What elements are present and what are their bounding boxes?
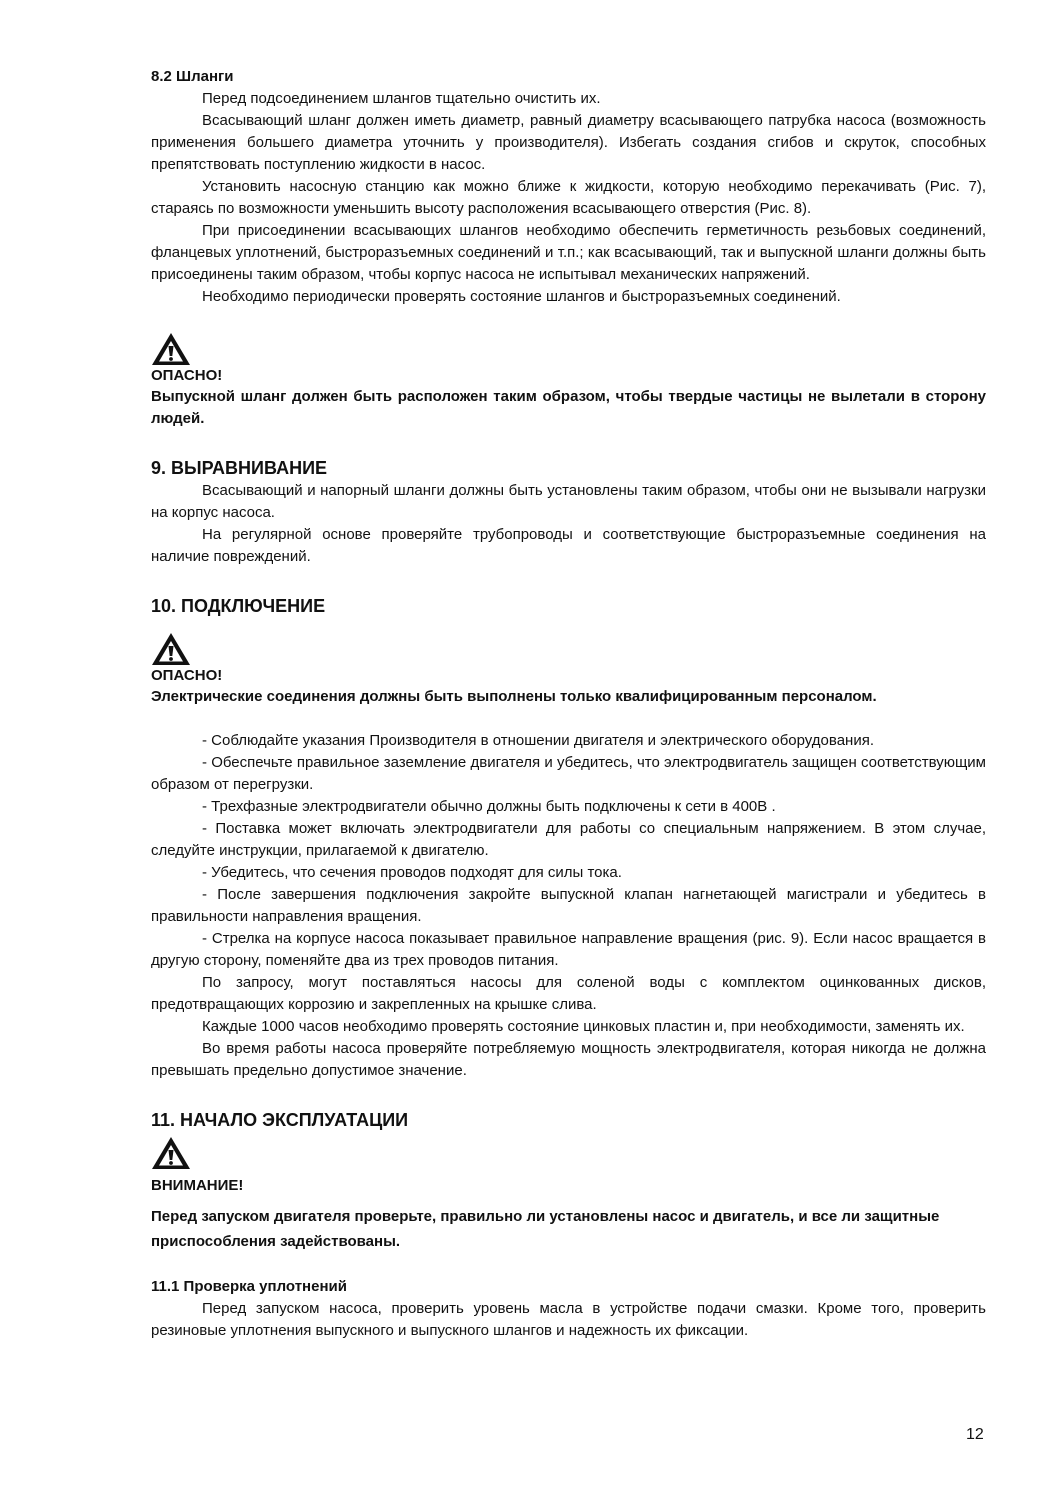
paragraph: Необходимо периодически проверять состояние шлангов и быстроразъемных соединений. [202, 288, 841, 305]
document-page [151, 66, 986, 1342]
list-item: - Поставка может включать электродвигатели для работы со специальным напряжением. В этом случае, следуйте инструкции, прилагаемой к двигателю. [151, 820, 986, 859]
paragraph: По запросу, могут поставляться насосы для соленой воды с комплектом оцинкованных дисков, предотвращающих коррозию и закрепленных на крышке слива. [151, 974, 986, 1013]
list-item: - Обеспечьте правильное заземление двигателя и убедитесь, что электродвигатель защищен соответствующим образом от перегрузки. [151, 754, 986, 793]
page-number: 12 [966, 1426, 984, 1443]
section-8-2-title: 8.2 Шланги [151, 68, 234, 85]
paragraph: На регулярной основе проверяйте трубопроводы и соответствующие быстроразъемные соединения на наличие повреждений. [151, 526, 986, 565]
warning-triangle-icon [151, 1136, 191, 1170]
caution-text: Перед запуском двигателя проверьте, правильно ли установлены насос и двигатель, и все ли защитные приспособления задействованы. [151, 1208, 940, 1250]
danger-label: ОПАСНО! [151, 367, 223, 384]
danger-text: Выпускной шланг должен быть расположен таким образом, чтобы твердые частицы не вылетали в сторону людей. [151, 388, 986, 427]
paragraph: Всасывающий и напорный шланги должны быть установлены таким образом, чтобы они не вызывали нагрузки на корпус насоса. [151, 482, 986, 521]
danger-label: ОПАСНО! [151, 667, 223, 684]
list-item: - Убедитесь, что сечения проводов подходят для силы тока. [202, 864, 622, 881]
paragraph: Установить насосную станцию как можно ближе к жидкости, которую необходимо перекачивать (Рис. 7), стараясь по возможности уменьшить высоту расположения всасывающего отверстия (Рис. 8). [151, 178, 986, 217]
caution-label: ВНИМАНИЕ! [151, 1177, 244, 1194]
paragraph: При присоединении всасывающих шлангов необходимо обеспечить герметичность резьбовых соединений, фланцевых уплотнений, быстроразъемных соединений и т.п.; как всасывающий, так и выпускной шланги должны быть присоединены таким образом, чтобы корпус насоса не испытывал механических напряжений. [151, 222, 986, 283]
paragraph: Всасывающий шланг должен иметь диаметр, равный диаметру всасывающего патрубка насоса (возможность применения большего диаметра уточнить у производителя). Избегать создания сгибов и скруток, способных препятствовать поступлению жидкости в насос. [151, 112, 986, 173]
list-item: - Трехфазные электродвигатели обычно должны быть подключены к сети в 400В . [202, 798, 776, 815]
list-item: - Стрелка на корпусе насоса показывает правильное направление вращения (рис. 9). Если насос вращается в другую сторону, поменяйте два из трех проводов питания. [151, 930, 986, 969]
paragraph: Во время работы насоса проверяйте потребляемую мощность электродвигателя, которая никогда не должна превышать предельно допустимое значение. [151, 1040, 986, 1079]
danger-text: Электрические соединения должны быть выполнены только квалифицированным персоналом. [151, 688, 877, 705]
paragraph: Перед запуском насоса, проверить уровень масла в устройстве подачи смазки. Кроме того, проверить резиновые уплотнения выпускного и выпускного шлангов и надежность их фиксации. [151, 1300, 986, 1339]
section-10-title: 10. ПОДКЛЮЧЕНИЕ [151, 596, 326, 616]
warning-triangle-icon [151, 332, 191, 366]
list-item: - Соблюдайте указания Производителя в отношении двигателя и электрического оборудования. [202, 732, 874, 749]
section-11-1-title: 11.1 Проверка уплотнений [151, 1278, 347, 1295]
paragraph: Каждые 1000 часов необходимо проверять состояние цинковых пластин и, при необходимости, заменять их. [202, 1018, 965, 1035]
list-item: - После завершения подключения закройте выпускной клапан нагнетающей магистрали и убедитесь в правильности направления вращения. [151, 886, 986, 925]
warning-triangle-icon [151, 632, 191, 666]
paragraph: Перед подсоединением шлангов тщательно очистить их. [202, 90, 601, 107]
section-9-title: 9. ВЫРАВНИВАНИЕ [151, 458, 328, 478]
section-11-title: 11. НАЧАЛО ЭКСПЛУАТАЦИИ [151, 1110, 409, 1130]
